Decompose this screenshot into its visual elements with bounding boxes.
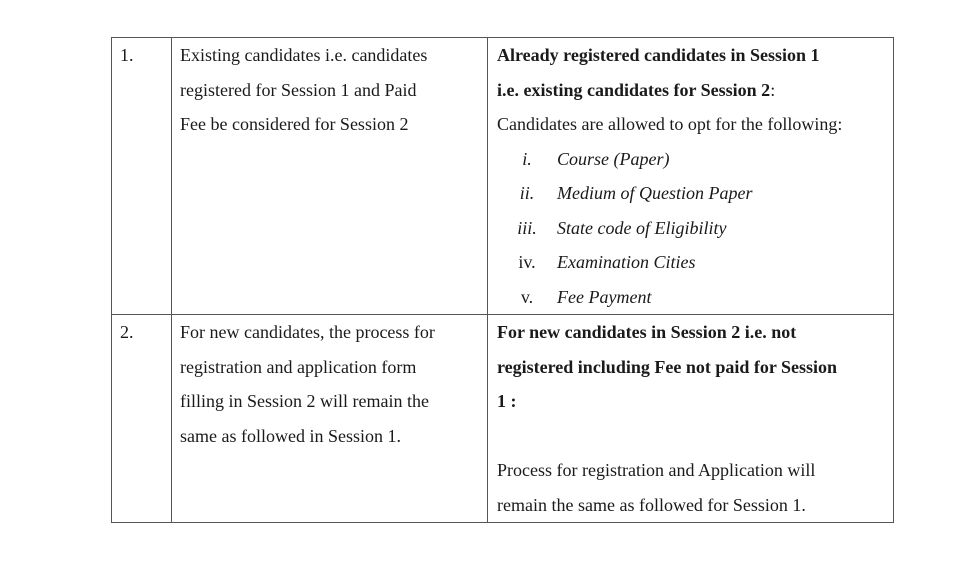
left-cell bbox=[172, 38, 488, 315]
option-text: Course (Paper) bbox=[557, 148, 670, 169]
option-numeral: iv. bbox=[518, 252, 536, 272]
right-body-line: Process for registration and Application will bbox=[497, 460, 816, 480]
left-line: registration and application form bbox=[180, 356, 417, 377]
right-heading-line: Already registered candidates in Session 1 bbox=[497, 45, 820, 65]
right-heading-colon: : bbox=[770, 79, 776, 100]
guidelines-table bbox=[111, 37, 894, 523]
table-row bbox=[112, 315, 894, 523]
table-row bbox=[112, 38, 894, 315]
option-item bbox=[497, 245, 893, 280]
left-line: Fee be considered for Session 2 bbox=[180, 114, 409, 134]
right-body-line: remain the same as followed for Session 1. bbox=[497, 494, 806, 515]
left-line: Existing candidates i.e. candidates bbox=[180, 45, 428, 65]
option-text: Examination Cities bbox=[557, 252, 696, 272]
option-numeral: v. bbox=[520, 286, 534, 307]
option-item bbox=[497, 142, 893, 177]
left-line: registered for Session 1 and Paid bbox=[180, 79, 417, 100]
option-item bbox=[497, 176, 893, 211]
right-heading-text: i.e. existing candidates for Session 2 bbox=[497, 79, 771, 100]
option-item bbox=[497, 280, 893, 315]
right-intro: Candidates are allowed to opt for the following: bbox=[497, 114, 843, 134]
option-numeral: ii. bbox=[519, 183, 535, 203]
row-number: 1. bbox=[112, 38, 172, 315]
left-line: filling in Session 2 will remain the bbox=[180, 391, 429, 411]
right-heading-line: For new candidates in Session 2 i.e. not bbox=[497, 322, 797, 342]
option-numeral: i. bbox=[522, 148, 532, 169]
option-text: Fee Payment bbox=[557, 286, 652, 307]
option-text: State code of Eligibility bbox=[557, 217, 727, 238]
left-cell bbox=[172, 315, 488, 523]
row-number: 2. bbox=[112, 315, 172, 523]
right-heading-line bbox=[497, 73, 893, 108]
right-heading-line: 1 : bbox=[497, 391, 517, 411]
option-text: Medium of Question Paper bbox=[557, 183, 753, 203]
left-line: For new candidates, the process for bbox=[180, 322, 435, 342]
right-cell bbox=[488, 38, 894, 315]
option-item bbox=[497, 211, 893, 246]
option-numeral: iii. bbox=[517, 217, 537, 238]
right-cell bbox=[488, 315, 894, 523]
right-heading-line: registered including Fee not paid for Session bbox=[497, 356, 838, 377]
blank-line bbox=[497, 419, 893, 454]
left-line: same as followed in Session 1. bbox=[180, 425, 401, 446]
